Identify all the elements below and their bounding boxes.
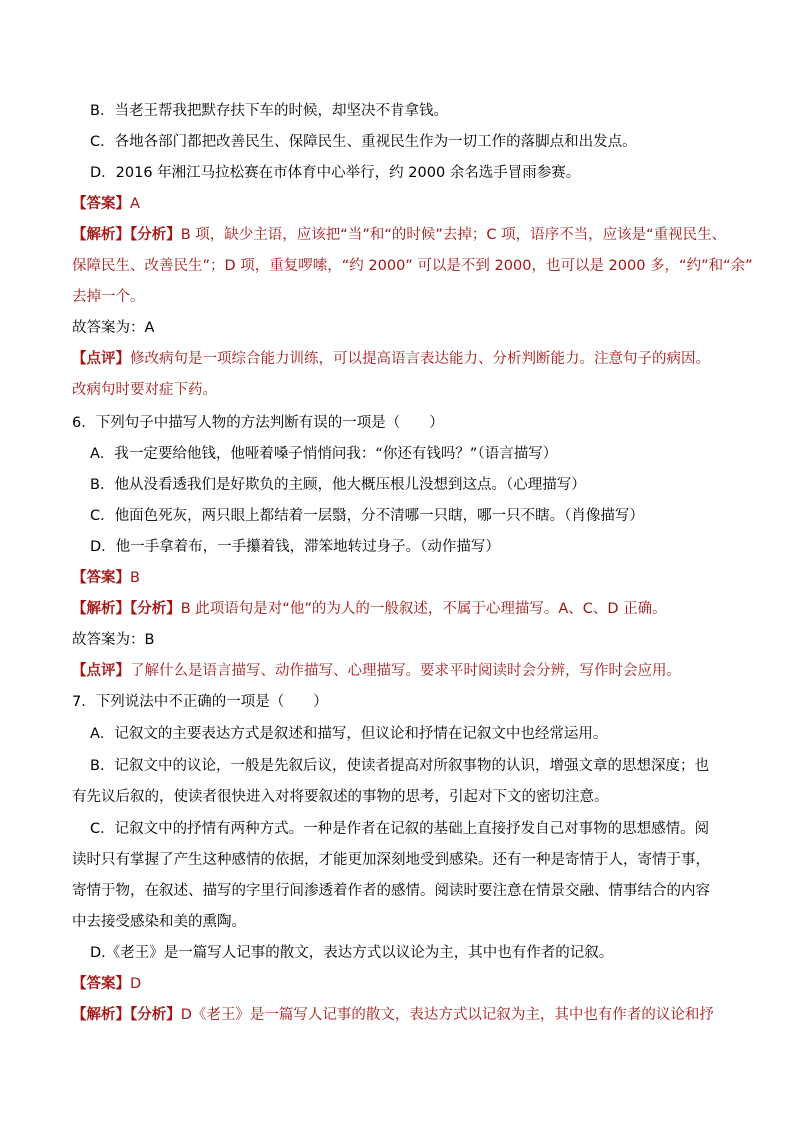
q5-analysis-line3: 去掉一个。 (72, 289, 145, 305)
answer-value: A (130, 196, 140, 212)
q6-answer (72, 568, 140, 588)
comment-text: 修改病句是一项综合能力训练，可以提高语言表达能力、分析判断能力。注意句子的病因。 (130, 351, 710, 367)
analysis-label: 【解析】【分析】 (72, 227, 181, 243)
analysis-text: D《老王》是一篇写人记事的散文，表达方式以记叙为主，其中也有作者的议论和抒 (180, 1007, 714, 1023)
q7-answer (72, 974, 141, 994)
q5-option-c: C．各地各部门都把改善民生、保障民生、重视民生作为一切工作的落脚点和出发点。 (90, 134, 637, 150)
analysis-text: B 项，缺少主语，应该把“当”和“的时候”去掉；C 项，语序不当，应该是“重视民生、 (180, 227, 727, 243)
analysis-label: 【解析】【分析】 (72, 1007, 181, 1023)
q7-analysis (72, 1005, 714, 1025)
q6-option-a: A．我一定要给他钱，他哑着嗓子悄悄问我：“你还有钱吗？”（语言描写） (90, 446, 558, 462)
q6-analysis (72, 599, 667, 619)
comment-text: 了解什么是语言描写、动作描写、心理描写。要求平时阅读时会分辨，写作时会应用。 (130, 663, 681, 679)
q6-stem: 6．下列句子中描写人物的方法判断有误的一项是（ ） (72, 415, 444, 431)
answer-label: 【答案】 (72, 196, 130, 212)
q7-option-c-line2: 读时只有掌握了产生这种感情的依据，才能更加深刻地受到感染。还有一种是寄情于人，寄情于事， (72, 852, 710, 868)
comment-label: 【点评】 (72, 351, 130, 367)
q7-option-b-line2: 有先议后叙的，使读者很快进入对将要叙述的事物的思考，引起对下文的密切注意。 (72, 789, 609, 805)
q5-comment (72, 349, 710, 369)
q5-answer (72, 194, 140, 214)
q5-option-b: B．当老王帮我把默存扶下车的时候，却坚决不肯拿钱。 (90, 103, 448, 119)
q7-stem: 7．下列说法中不正确的一项是（ ） (72, 694, 328, 710)
q5-option-d: D．2016 年湘江马拉松赛在市体育中心举行，约 2000 余名选手冒雨参赛。 (90, 165, 581, 181)
answer-label: 【答案】 (72, 976, 130, 992)
answer-value: D (130, 976, 142, 992)
q7-option-a: A．记叙文的主要表达方式是叙述和描写，但议论和抒情在记叙文中也经常运用。 (90, 726, 608, 742)
q7-option-d: D.《老王》是一篇写人记事的散文，表达方式以议论为主，其中也有作者的记叙。 (90, 945, 614, 961)
q5-analysis-line2: 保障民生、改善民生”；D 项，重复啰嗦，“约 2000” 可以是不到 2000，也可以是 2000 多，“约”和“余” (72, 258, 753, 274)
q7-option-c-line1: C．记叙文中的抒情有两种方式。一种是作者在记叙的基础上直接抒发自己对事物的思想感情。阅 (90, 821, 710, 837)
q6-option-b: B．他从没看透我们是好欺负的主顾，他大概压根儿没想到这点。（心理描写） (90, 477, 586, 493)
q7-option-b-line1: B．记叙文中的议论，一般是先叙后议，使读者提高对所叙事物的认识，增强文章的思想深度；也 (90, 758, 709, 774)
q5-final-answer: 故答案为：A (72, 320, 155, 336)
answer-label: 【答案】 (72, 570, 130, 586)
comment-label: 【点评】 (72, 663, 130, 679)
q6-final-answer: 故答案为：B (72, 632, 155, 648)
q5-analysis (72, 225, 726, 245)
q5-comment-line2: 改病句时要对症下药。 (72, 382, 217, 398)
q6-comment (72, 661, 681, 681)
analysis-text: B 此项语句是对“他”的为人的一般叙述，不属于心理描写。A、C、D 正确。 (180, 601, 667, 617)
q6-option-d: D．他一手拿着布，一手攥着钱，滞笨地转过身子。（动作描写） (90, 539, 500, 555)
answer-value: B (130, 570, 140, 586)
q6-option-c: C．他面色死灰，两只眼上都结着一层翳，分不清哪一只瞎，哪一只不瞎。（肖像描写） (90, 508, 644, 524)
analysis-label: 【解析】【分析】 (72, 601, 181, 617)
q7-option-c-line4: 中去接受感染和美的熏陶。 (72, 914, 246, 930)
q7-option-c-line3: 寄情于物，在叙述、描写的字里行间渗透着作者的感情。阅读时要注意在情景交融、情事结合的内容 (72, 883, 710, 899)
